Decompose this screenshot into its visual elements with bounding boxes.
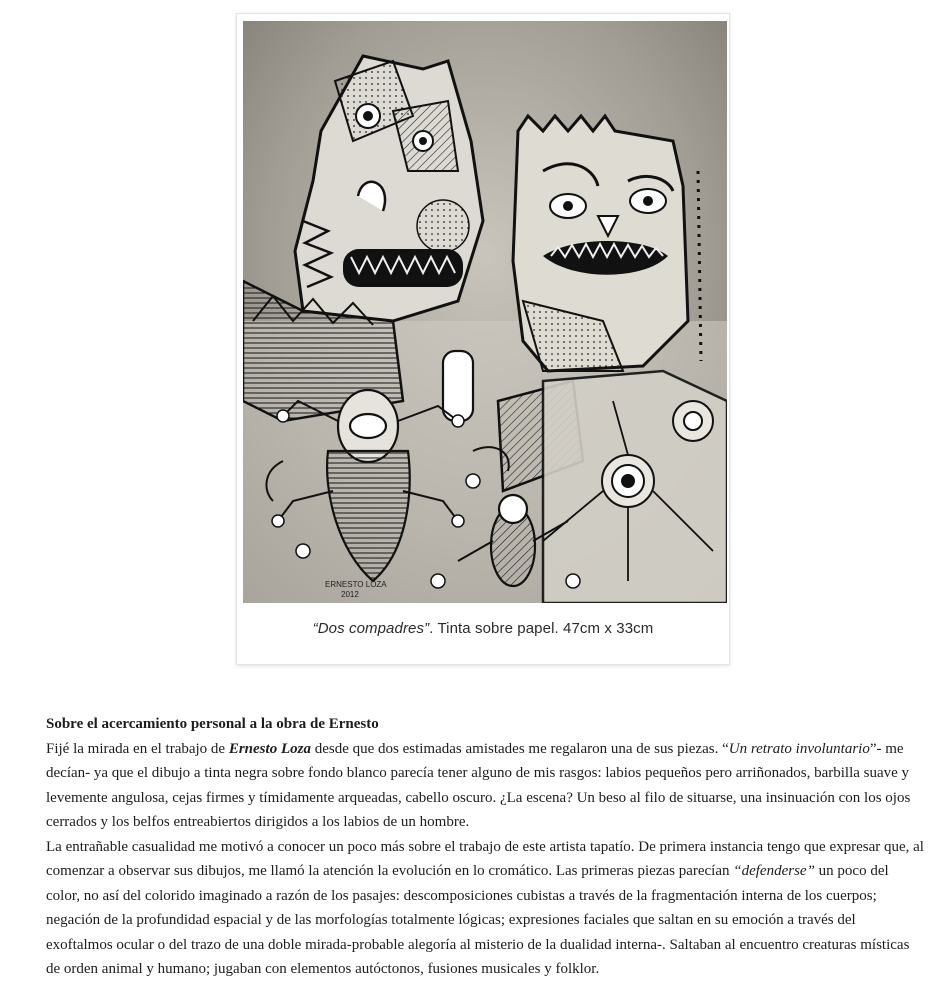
artwork-drawing <box>243 21 727 603</box>
quote-retrato: Un retrato involuntario <box>728 740 870 757</box>
artwork-image <box>243 21 727 603</box>
artwork-signature: ERNESTO LOZA <box>325 580 387 589</box>
paragraph-2-text-b: un poco del color, no así del colorido imaginado a razón de los pasajes: descomposiciones cubistas a través de la fragmentación interna de los cuerpos; negación de la profundidad espacial y de las morfologías totalmente lógicas; expresiones faciales que saltan en su emoción a través del exoftalmos ocular o del trazo de una doble mirada-probable alegoría al misterio de la dualidad interna-. Saltaban al encuentro creaturas místicas de orden animal y humano; jugaban con elementos autóctonos, fusiones musicales y folklor. <box>46 863 910 977</box>
caption-details: . Tinta sobre papel. 47cm x 33cm <box>429 620 654 637</box>
section-heading: Sobre el acercamiento personal a la obra de Ernesto <box>46 716 379 732</box>
artwork-signature-year: 2012 <box>341 590 359 599</box>
paragraph-1-text-a: Fijé la mirada en el trabajo de <box>46 740 229 757</box>
paragraph-2 <box>46 835 926 982</box>
artist-name: Ernesto Loza <box>228 740 311 757</box>
paragraph-1 <box>46 737 926 835</box>
artwork-caption <box>237 620 729 637</box>
paragraph-1-text-b: desde que dos estimadas amistades me regalaron una de sus piezas. “ <box>310 740 729 757</box>
paragraph-1-text-c: ”- me decían- ya que el dibujo a tinta negra sobre fondo blanco parecía tener alguno de mis rasgos: labios pequeños pero arriñonados, barbilla suave y levemente angulosa, cejas firmes y tímidamente arqueadas, cabello oscuro. ¿La escena? Un beso al filo de situarse, una insinuación con los ojos cerrados y los belfos entreabiertos dirigidos a los labios de un hombre. <box>46 740 911 830</box>
caption-title: “Dos compadres” <box>312 620 430 637</box>
artwork-figure <box>236 13 730 665</box>
article-body <box>46 712 926 982</box>
paragraph-2-text-a: La entrañable casualidad me motivó a conocer un poco más sobre el trabajo de este artista tapatío. De primera instancia tengo que expresar que, al comenzar a observar sus dibujos, me llamó la atención la evolución en lo cromático. Las primeras piezas parecían <box>46 838 924 879</box>
quote-defenderse: “defenderse” <box>733 863 815 879</box>
